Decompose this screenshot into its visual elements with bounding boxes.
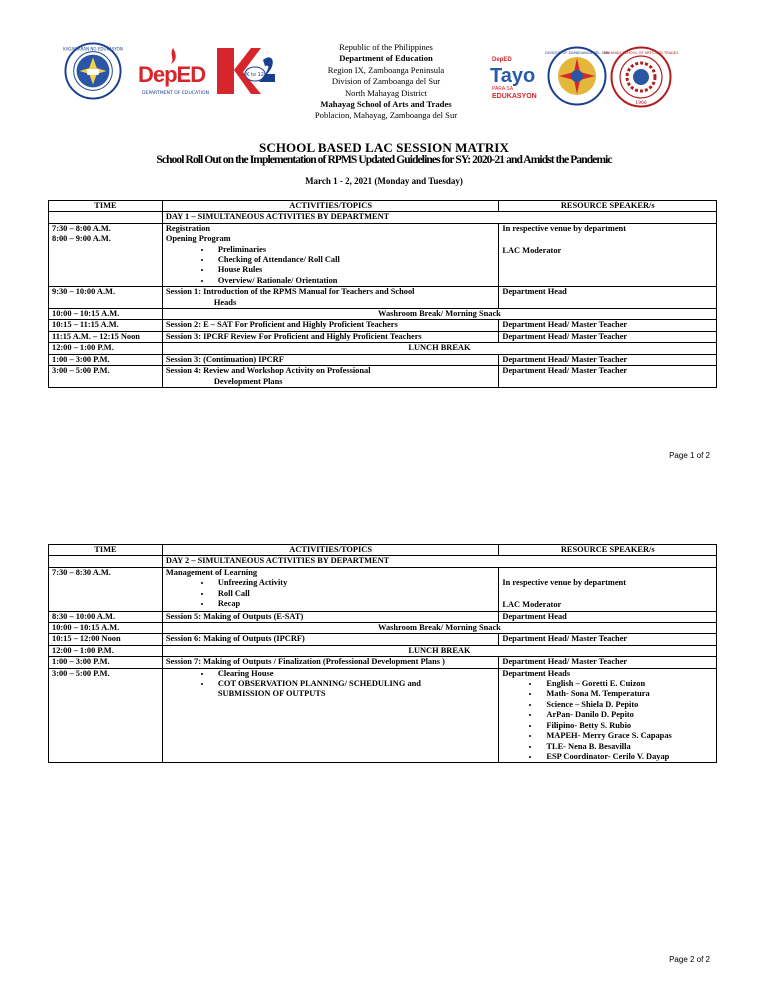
- list-item: • Checking of Attendance/ Roll Call: [212, 255, 496, 265]
- speaker-cell: LAC Moderator: [502, 600, 562, 610]
- table-row: [49, 623, 717, 634]
- day2-label: DAY 2 – SIMULTANEOUS ACTIVITIES BY DEPARTMENT: [162, 556, 716, 567]
- day2-label-row: [49, 556, 717, 567]
- break-cell: LUNCH BREAK: [162, 343, 716, 354]
- tayo-main-text: Tayo: [490, 65, 536, 87]
- k12-logo: [215, 44, 279, 98]
- speaker-cell: Department Heads: [502, 668, 571, 678]
- activity-cell: Opening Program: [165, 234, 231, 244]
- speaker-cell: In respective venue by department: [502, 223, 627, 233]
- activity-cell: Session 4: Review and Workshop Activity on Professional: [165, 366, 371, 376]
- col-header-speaker: RESOURCE SPEAKER/s: [499, 545, 717, 556]
- school-seal-logo: [603, 46, 679, 108]
- list-item: • Roll Call: [212, 589, 496, 599]
- clearing-house-list: [166, 669, 496, 690]
- activity-cell: Session 3: IPCRF Review For Proficient and Highly Proficient Teachers: [162, 331, 499, 342]
- activity-cell: Registration: [165, 223, 211, 233]
- time-cell: 7:30 – 8:30 A.M.: [49, 567, 163, 611]
- speaker-cell: Department Head/ Master Teacher: [499, 354, 717, 365]
- table-row: [49, 567, 717, 611]
- table-row: [49, 343, 717, 354]
- division-seal-text: DIVISION OF ZAMBOANGA DEL SUR: [545, 51, 609, 55]
- time-cell: 10:15 – 12:00 Noon: [49, 634, 163, 645]
- opening-program-list: [166, 245, 496, 287]
- table-header-row: [49, 545, 717, 556]
- day1-label: DAY 1 – SIMULTANEOUS ACTIVITIES BY DEPARTMENT: [162, 212, 716, 223]
- list-item: • Preliminaries: [212, 245, 496, 255]
- speaker-cell: Department Head/ Master Teacher: [499, 331, 717, 342]
- list-item: • ESP Coordinator- Cerilo V. Dayap: [540, 752, 713, 762]
- table-row: [49, 668, 717, 763]
- time-cell: 12:00 – 1:00 P.M.: [49, 343, 163, 354]
- table-row: [49, 611, 717, 622]
- header-line-district: North Mahayag District: [344, 87, 428, 98]
- time-cell: 8:30 – 10:00 A.M.: [49, 611, 163, 622]
- table-row: [49, 657, 717, 668]
- list-item: • COT OBSERVATION PLANNING/ SCHEDULING and: [212, 679, 496, 689]
- speaker-cell: Department Head/ Master Teacher: [499, 366, 717, 388]
- day1-label-row: [49, 212, 717, 223]
- activity-cell: Session 5: Making of Outputs (E-SAT): [162, 611, 499, 622]
- activity-cell-cont: Development Plans: [213, 376, 283, 386]
- time-cell: 11:15 A.M. – 12:15 Noon: [49, 331, 163, 342]
- time-cell: 10:00 – 10:15 A.M.: [49, 623, 163, 634]
- col-header-speaker: RESOURCE SPEAKER/s: [499, 201, 717, 212]
- list-item: • Recap: [212, 599, 496, 609]
- break-cell: Washroom Break/ Morning Snack: [162, 309, 716, 320]
- table-row: [49, 634, 717, 645]
- header-address: [300, 42, 472, 122]
- activity-cell: Session 2: E – SAT For Proficient and Highly Proficient Teachers: [162, 320, 499, 331]
- time-cell: 3:00 – 5:00 P.M.: [49, 668, 163, 763]
- time-cell: 1:00 – 3:00 P.M.: [49, 657, 163, 668]
- header-line-division: Division of Zamboanga del Sur: [331, 76, 441, 87]
- speaker-cell: Department Head: [499, 287, 717, 309]
- table-row: [49, 354, 717, 365]
- list-item-cont: SUBMISSION OF OUTPUTS: [217, 689, 326, 699]
- management-list: [166, 578, 496, 609]
- day2-session-table: [48, 544, 717, 763]
- table-row: [49, 223, 717, 286]
- tayo-sub1-text: PARA SA: [492, 86, 514, 92]
- list-item: • TLE- Nena B. Besavilla: [540, 742, 713, 752]
- page-number-1: Page 1 of 2: [669, 451, 710, 460]
- activity-cell: Session 6: Making of Outputs (IPCRF): [162, 634, 499, 645]
- activity-cell: Session 1: Introduction of the RPMS Manual for Teachers and School: [165, 287, 415, 297]
- speaker-cell: Department Head/ Master Teacher: [499, 320, 717, 331]
- document-title: SCHOOL BASED LAC SESSION MATRIX: [259, 140, 509, 155]
- list-item: • Math- Sona M. Temperatura: [540, 689, 713, 699]
- header-line-department: Department of Education: [339, 53, 433, 64]
- deped-seal-logo: [64, 42, 122, 100]
- time-cell: 10:00 – 10:15 A.M.: [49, 309, 163, 320]
- table-row: [49, 309, 717, 320]
- col-header-time: TIME: [49, 545, 163, 556]
- speaker-cell: Department Head: [499, 611, 717, 622]
- table-header-row: [49, 201, 717, 212]
- table-row: [49, 320, 717, 331]
- document-date: March 1 - 2, 2021 (Monday and Tuesday): [305, 176, 463, 186]
- time-cell: 8:00 – 9:00 A.M.: [52, 234, 111, 244]
- deped-sub-text: DEPARTMENT OF EDUCATION: [142, 91, 210, 96]
- table-row: [49, 287, 717, 309]
- header-line-address: Poblacion, Mahayag, Zamboanga del Sur: [314, 110, 458, 121]
- activity-cell: Session 7: Making of Outputs / Finalization (Professional Development Plans ): [162, 657, 499, 668]
- deped-seal-text: KAGAWARAN NG EDUKASYON: [63, 46, 123, 52]
- tayo-logo: [488, 52, 544, 102]
- deped-wordmark-logo: [136, 46, 210, 98]
- document-subtitle: School Roll Out on the Implementation of RPMS Updated Guidelines for SY: 2020-21 and Amidst the Pandemic: [156, 154, 612, 166]
- list-item: • English – Goretti E. Cuizon: [540, 679, 713, 689]
- tayo-deped-text: DepED: [492, 57, 512, 63]
- table-row: [49, 366, 717, 388]
- table-row: [49, 645, 717, 656]
- speaker-cell: Department Head/ Master Teacher: [499, 657, 717, 668]
- time-cell: 7:30 – 8:00 A.M.: [52, 223, 111, 233]
- break-cell: Washroom Break/ Morning Snack: [162, 623, 716, 634]
- speaker-cell: In respective venue by department: [502, 577, 627, 587]
- time-cell: 10:15 – 11:15 A.M.: [49, 320, 163, 331]
- page-number-2: Page 2 of 2: [669, 955, 710, 964]
- col-header-activities: ACTIVITIES/TOPICS: [162, 545, 499, 556]
- col-header-activities: ACTIVITIES/TOPICS: [162, 201, 499, 212]
- speaker-cell: Department Head/ Master Teacher: [499, 634, 717, 645]
- school-seal-text: MAHAYAG SCHOOL OF ARTS AND TRADES: [603, 51, 679, 55]
- header-line-republic: Republic of the Philippines: [339, 42, 433, 52]
- tayo-sub2-text: EDUKASYON: [492, 93, 537, 100]
- time-cell: 9:30 – 10:00 A.M.: [49, 287, 163, 309]
- time-cell: 1:00 – 3:00 P.M.: [49, 354, 163, 365]
- activity-cell: Session 3: (Continuation) IPCRF: [162, 354, 499, 365]
- day1-session-table: [48, 200, 717, 388]
- list-item: • Unfreezing Activity: [212, 578, 496, 588]
- table-row: [49, 331, 717, 342]
- header-line-region: Region IX, Zamboanga Peninsula: [327, 64, 445, 75]
- list-item: • ArPan- Danilo D. Pepito: [540, 710, 713, 720]
- department-heads-list: [502, 679, 713, 762]
- deped-wordmark: DepED: [138, 62, 206, 87]
- break-cell: LUNCH BREAK: [162, 645, 716, 656]
- school-seal-year: 1966: [635, 101, 647, 106]
- time-cell: 12:00 – 1:00 P.M.: [49, 645, 163, 656]
- list-item: • Science – Shiela D. Pepito: [540, 700, 713, 710]
- activity-cell-cont: Heads: [213, 297, 237, 307]
- list-item: • Clearing House: [212, 669, 496, 679]
- list-item: • MAPEH- Merry Grace S. Capapas: [540, 731, 713, 741]
- list-item: • Overview/ Rationale/ Orientation: [212, 276, 496, 286]
- list-item: • Filipino- Betty S. Rubio: [540, 721, 713, 731]
- division-seal-logo: [547, 46, 607, 106]
- col-header-time: TIME: [49, 201, 163, 212]
- activity-cell: Management of Learning: [165, 567, 258, 577]
- k12-text: K to 12: [246, 72, 264, 78]
- header-line-school: Mahayag School of Arts and Trades: [320, 99, 452, 110]
- list-item: • House Rules: [212, 265, 496, 275]
- time-cell: 3:00 – 5:00 P.M.: [49, 366, 163, 388]
- speaker-cell: LAC Moderator: [502, 246, 562, 256]
